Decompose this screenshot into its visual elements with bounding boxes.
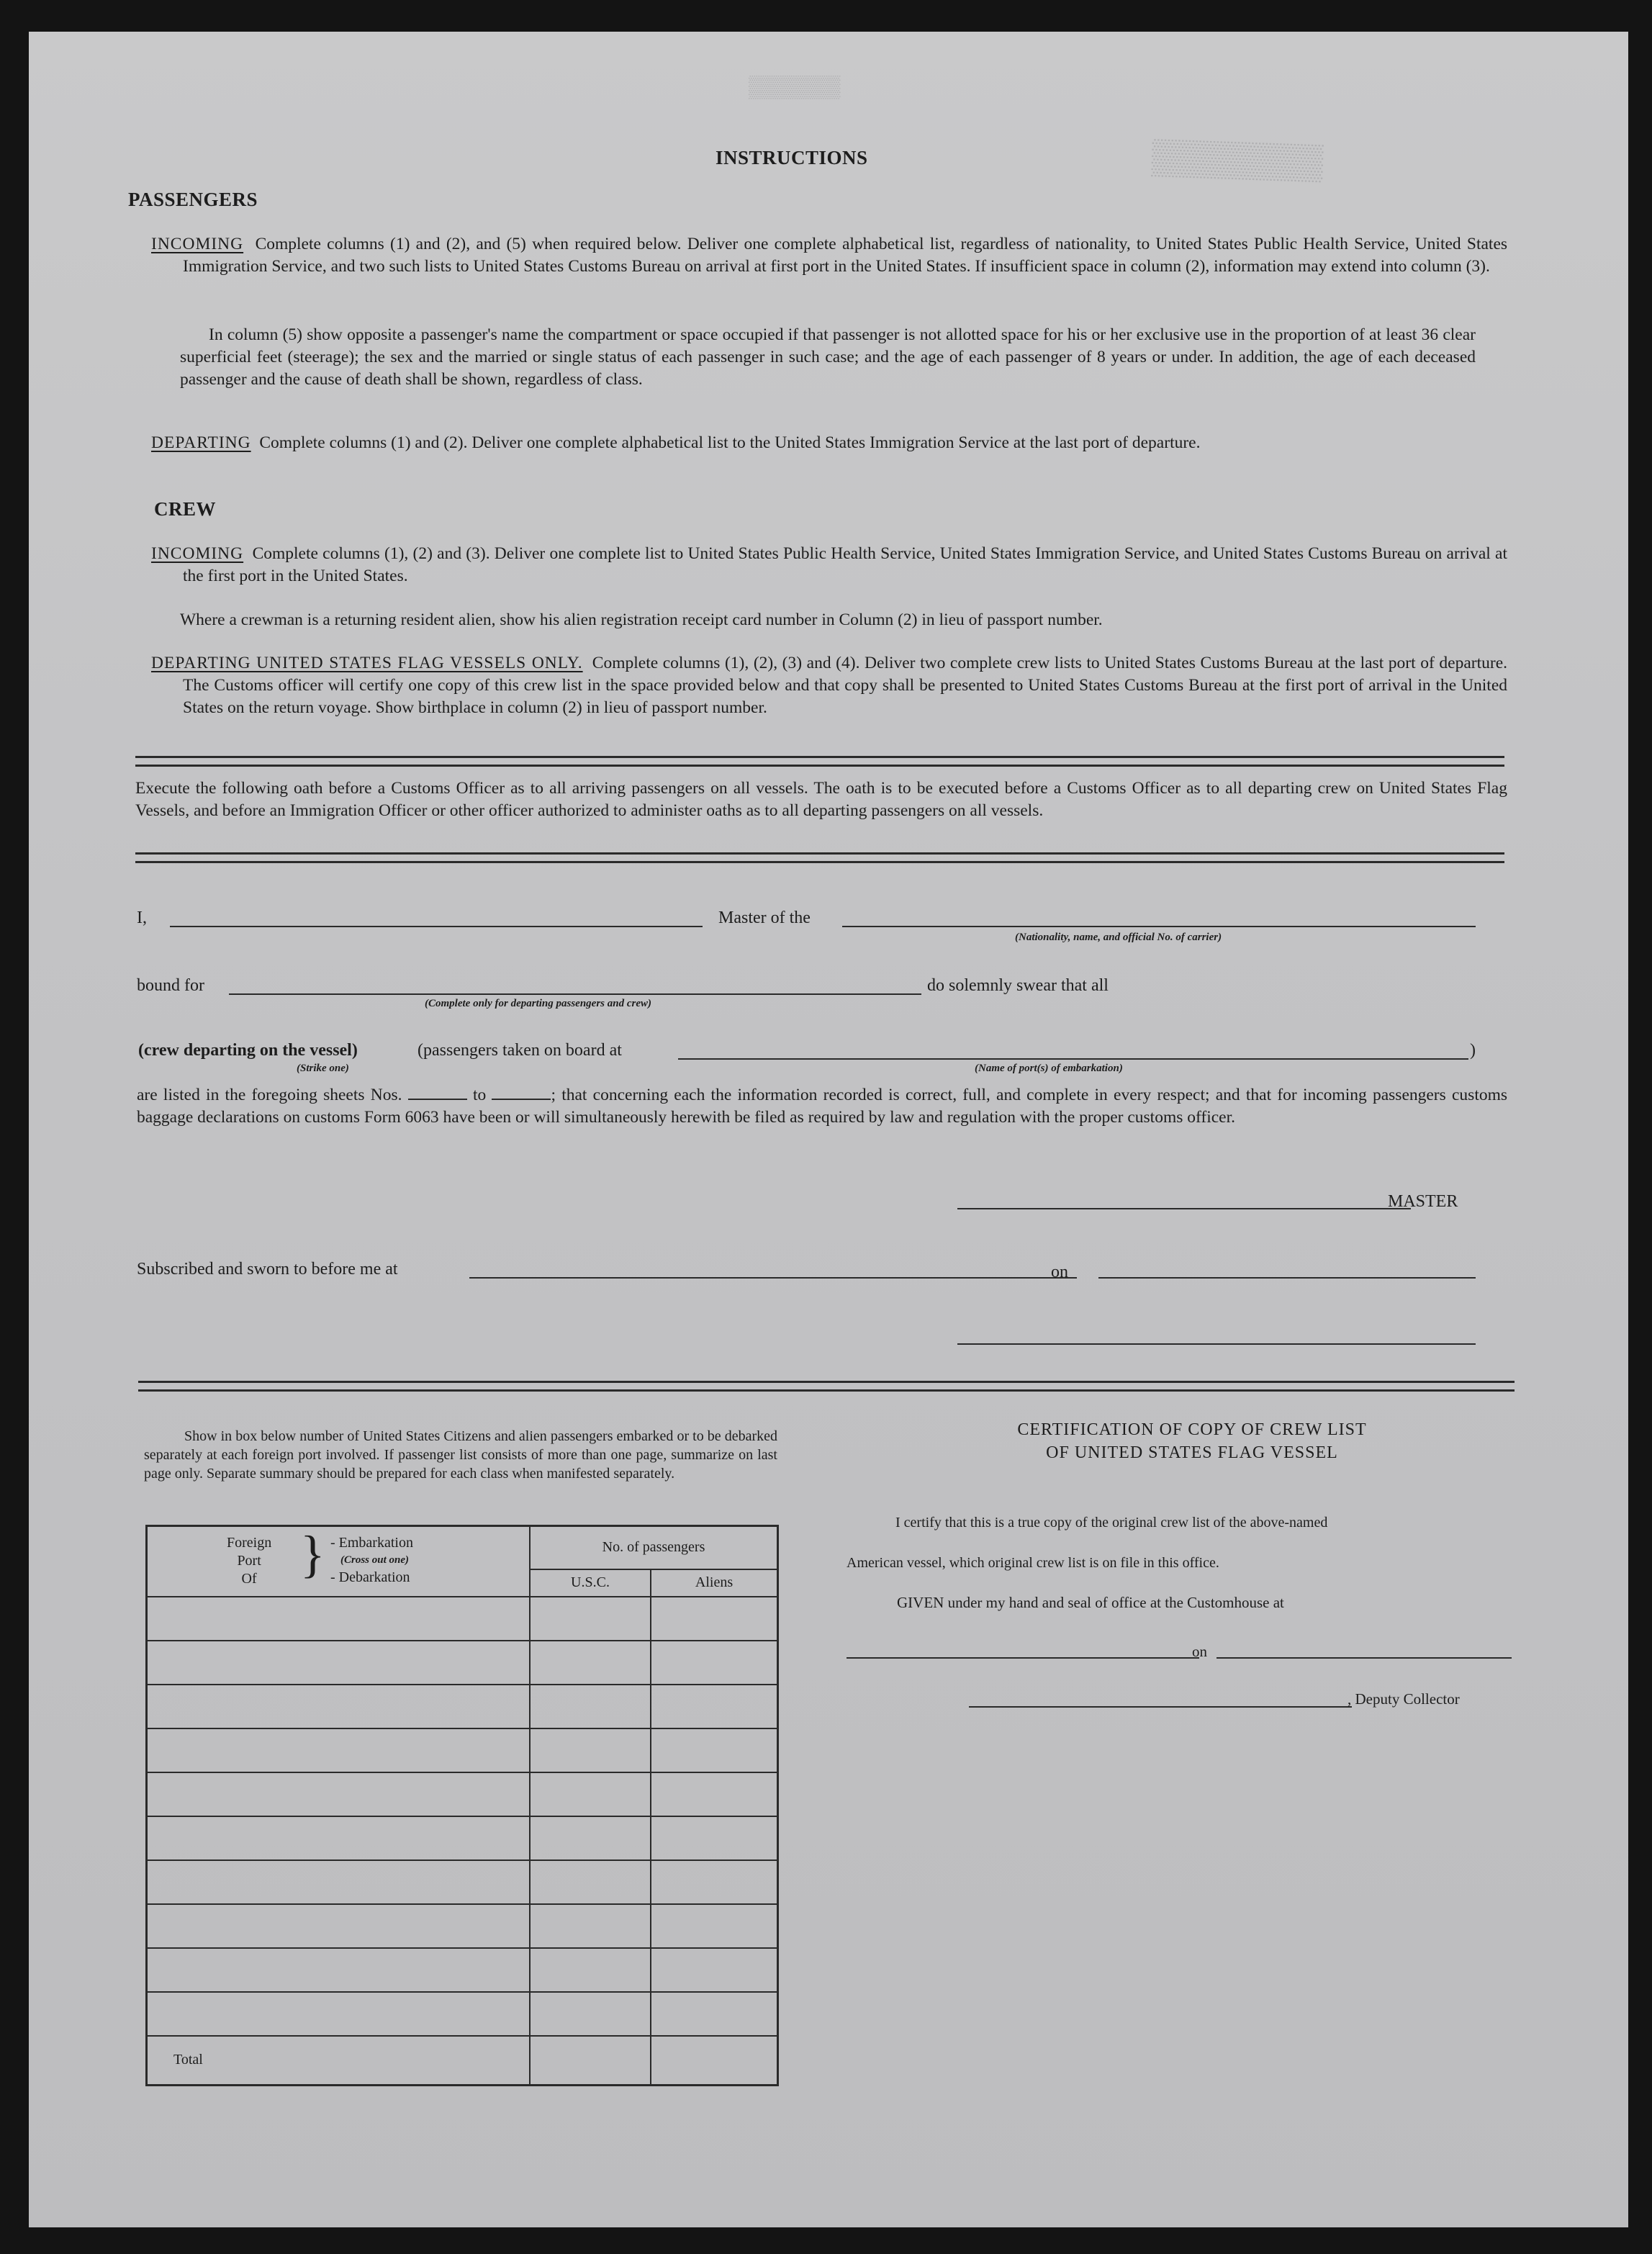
close-paren: ) (1470, 1041, 1476, 1060)
certification-on-label: on (1192, 1643, 1207, 1660)
port-cell[interactable] (147, 1992, 531, 2036)
oath-i-label: I, (137, 909, 147, 927)
sheet-from-field[interactable] (408, 1099, 467, 1100)
given-text: GIVEN under my hand and seal of office at the Customhouse at (897, 1594, 1284, 1611)
passengers-incoming-label: INCOMING (151, 235, 244, 253)
certify-text: I certify that this is a true copy of the original crew list of the above-named (895, 1515, 1328, 1531)
certification-title-line-1: CERTIFICATION OF COPY OF CREW LIST (1017, 1420, 1367, 1439)
customhouse-place-field[interactable] (847, 1657, 1199, 1659)
usc-cell[interactable] (530, 1685, 651, 1728)
aliens-cell[interactable] (651, 1685, 778, 1728)
aliens-cell[interactable] (651, 1772, 778, 1816)
embarkation-ports-field[interactable] (678, 1058, 1468, 1060)
bound-for-field[interactable] (229, 993, 921, 995)
carrier-field[interactable] (842, 926, 1476, 927)
aliens-cell[interactable] (651, 1904, 778, 1948)
usc-cell[interactable] (530, 1728, 651, 1772)
no-of-passengers-header: No. of passengers (530, 1526, 778, 1569)
brace-icon: } (300, 1525, 325, 1583)
usc-cell[interactable] (530, 1816, 651, 1860)
master-signature-field[interactable] (957, 1208, 1411, 1209)
certification-title (940, 1418, 1444, 1464)
certification-title-line-2: OF UNITED STATES FLAG VESSEL (1046, 1443, 1338, 1462)
foreign-port-header (147, 1526, 531, 1597)
listed-to: to (472, 1086, 487, 1104)
carrier-caption: (Nationality, name, and official No. of carrier) (1015, 932, 1222, 943)
usc-cell[interactable] (530, 1597, 651, 1641)
crew-departing-option[interactable]: (crew departing on the vessel) (138, 1041, 358, 1060)
passengers-heading: PASSENGERS (128, 189, 258, 210)
aliens-cell[interactable] (651, 1597, 778, 1641)
sworn-on-label: on (1051, 1263, 1068, 1281)
aliens-cell[interactable] (651, 1641, 778, 1685)
bleed-through-mark: ▒▒▒▒▒▒ (749, 75, 841, 99)
port-cell[interactable] (147, 1948, 531, 1992)
aliens-cell[interactable] (651, 1860, 778, 1904)
page-title: INSTRUCTIONS (716, 147, 868, 168)
usc-cell[interactable] (530, 1992, 651, 2036)
swear-text: do solemnly swear that all (927, 976, 1109, 995)
port-label: Port (237, 1553, 261, 1569)
usc-cell[interactable] (530, 1948, 651, 1992)
port-cell[interactable] (147, 1641, 531, 1685)
officer-signature-field[interactable] (957, 1343, 1476, 1345)
bleed-through-mark: ▒▒▒▒▒▒▒ (1151, 137, 1324, 182)
passengers-incoming-text: Complete columns (1) and (2), and (5) when required below. Deliver one complete alphabetical list, regardless of nationality, to United States Public Health Service, United States Immigration Service, and two such lists to United States Customs Bureau on arrival at first port in the United States. If insufficient space in column (2), information may extend into column (3). (183, 235, 1508, 276)
passengers-taken-option[interactable]: (passengers taken on board at (417, 1041, 622, 1060)
summary-instruction: Show in box below number of United States Citizens and alien passengers embarked or to be debarked separately at each foreign port involved. If passenger list consists of more than one page, summarize on last page only. Separate summary should be prepared for each class when manifested separately. (144, 1428, 777, 1482)
section-divider (138, 1381, 1515, 1392)
of-label: Of (241, 1571, 257, 1587)
deputy-collector-signature-field[interactable] (969, 1706, 1352, 1708)
total-usc-cell[interactable] (530, 2036, 651, 2086)
master-of-the-label: Master of the (718, 909, 811, 927)
usc-cell[interactable] (530, 1904, 651, 1948)
usc-cell[interactable] (530, 1860, 651, 1904)
total-aliens-cell[interactable] (651, 2036, 778, 2086)
port-cell[interactable] (147, 1685, 531, 1728)
sheets-statement (137, 1084, 1507, 1129)
passengers-departing-label: DEPARTING (151, 433, 251, 452)
cross-out-caption: (Cross out one) (340, 1554, 410, 1566)
aliens-cell[interactable] (651, 1816, 778, 1860)
crew-incoming-paragraph (151, 543, 1507, 587)
certify-text-2: American vessel, which original crew list is on file in this office. (847, 1555, 1219, 1571)
aliens-header: Aliens (651, 1569, 778, 1597)
crew-incoming-text: Complete columns (1), (2) and (3). Deliver one complete list to United States Public Health Service, United States Immigration Service, and United States Customs Bureau on arrival at the first port in the United States. (183, 544, 1507, 585)
crew-departing-paragraph (151, 652, 1507, 719)
port-cell[interactable] (147, 1772, 531, 1816)
usc-cell[interactable] (530, 1772, 651, 1816)
aliens-cell[interactable] (651, 1992, 778, 2036)
oath-instruction: Execute the following oath before a Customs Officer as to all arriving passengers on all vessels. The oath is to be executed before a Customs Officer as to all departing crew on United States Flag Vessels, and before an Immigration Officer or other officer authorized to administer oaths as to all departing passengers on all vessels. (135, 779, 1507, 820)
ports-caption: (Name of port(s) of embarkation) (975, 1063, 1123, 1074)
bound-for-caption: (Complete only for departing passengers and crew) (425, 998, 651, 1009)
form-sheet (29, 32, 1628, 2227)
listed-text-a: are listed in the foregoing sheets Nos. (137, 1086, 402, 1104)
master-label: MASTER (1388, 1192, 1458, 1211)
section-divider (135, 852, 1504, 863)
port-cell[interactable] (147, 1860, 531, 1904)
resident-alien-paragraph: Where a crewman is a returning resident alien, show his alien registration receipt card number in Column (2) in lieu of passport number. (180, 610, 1103, 629)
bound-for-label: bound for (137, 976, 204, 995)
port-cell[interactable] (147, 1728, 531, 1772)
strike-one-caption: (Strike one) (297, 1063, 349, 1074)
column5-paragraph: In column (5) show opposite a passenger's name the compartment or space occupied if that passenger is not allotted space for his or her exclusive use in the proportion of at least 36 clear superficial feet (steerage); the sex and the married or single status of each passenger in such case; and the age of each passenger of 8 years or under. In addition, the age of each deceased passenger and the cause of death shall be shown, regardless of class. (180, 325, 1476, 389)
deputy-collector-label: , Deputy Collector (1348, 1690, 1460, 1708)
passenger-summary-table (145, 1525, 779, 2086)
crew-heading: CREW (154, 498, 217, 520)
crew-departing-label: DEPARTING UNITED STATES FLAG VESSELS ONLY. (151, 654, 583, 672)
aliens-cell[interactable] (651, 1948, 778, 1992)
crew-incoming-label: INCOMING (151, 544, 244, 563)
embarkation-label: - Embarkation (330, 1535, 413, 1551)
section-divider (135, 756, 1504, 767)
master-name-field[interactable] (170, 926, 703, 927)
listed-text-b: ; that concerning each the information recorded is correct, full, and complete in every respect; and that for incoming passengers customs baggage declarations on customs Form 6063 have been or will simultaneously herewith be filed as required by law and regulation with the proper customs officer. (137, 1086, 1508, 1127)
port-cell[interactable] (147, 1816, 531, 1860)
crew-departing-text: Complete columns (1), (2), (3) and (4). Deliver two complete crew lists to United States Customs Bureau at the last port of departure. The Customs officer will certify one copy of this crew list in the space provided below and that copy shall be presented to United States Customs Bureau at the first port of arrival in the United States on the return voyage. Show birthplace in column (2) in lieu of passport number. (183, 654, 1508, 717)
sworn-place-field[interactable] (469, 1277, 1077, 1279)
aliens-cell[interactable] (651, 1728, 778, 1772)
total-label: Total (173, 2052, 203, 2068)
port-cell[interactable] (147, 1597, 531, 1641)
total-label-cell (147, 2036, 531, 2086)
passengers-departing-text: Complete columns (1) and (2). Deliver one complete alphabetical list to the United States Immigration Service at the last port of departure. (259, 433, 1201, 452)
usc-header: U.S.C. (530, 1569, 651, 1597)
sheet-to-field[interactable] (492, 1099, 551, 1100)
foreign-label: Foreign (227, 1535, 272, 1551)
port-cell[interactable] (147, 1904, 531, 1948)
debarkation-label: - Debarkation (330, 1569, 410, 1585)
passengers-incoming-paragraph (151, 233, 1507, 278)
subscribed-label: Subscribed and sworn to before me at (137, 1260, 398, 1279)
certification-date-field[interactable] (1217, 1657, 1512, 1659)
usc-cell[interactable] (530, 1641, 651, 1685)
passengers-departing-paragraph (151, 432, 1507, 454)
sworn-date-field[interactable] (1098, 1277, 1476, 1279)
